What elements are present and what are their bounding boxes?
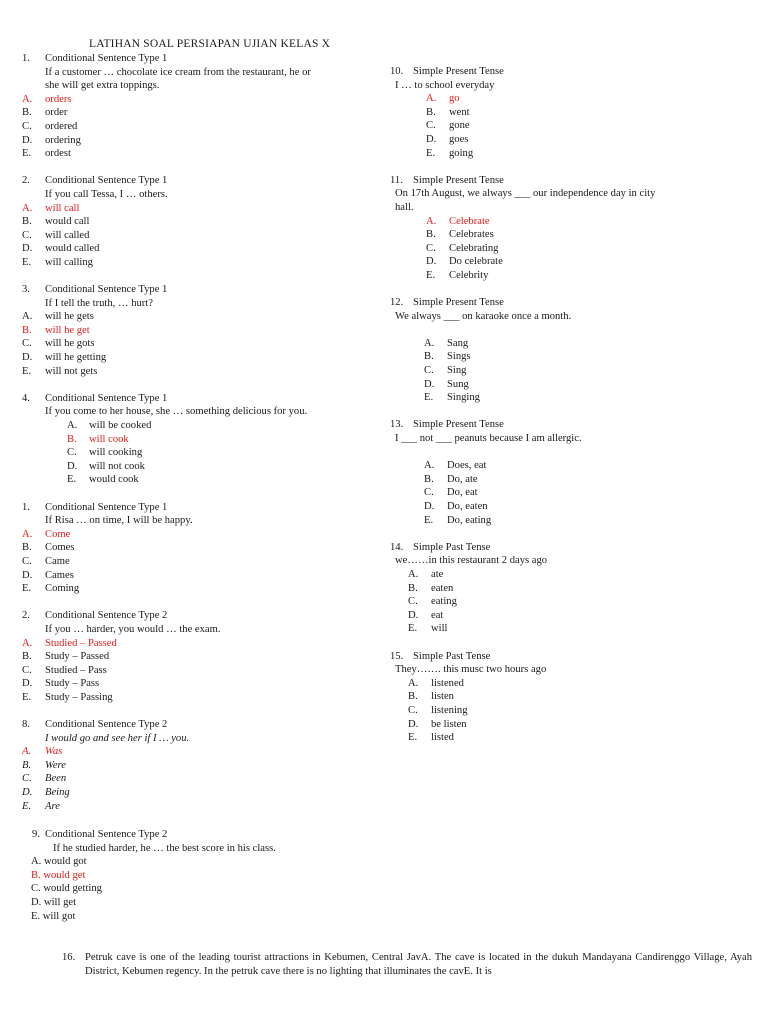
- answer-option: [22, 759, 382, 773]
- answer-option: [22, 691, 382, 705]
- question-stem: We always ___ on karaoke once a month.: [395, 310, 572, 322]
- question-number: 9.: [32, 829, 40, 840]
- option-text: Sing: [447, 365, 467, 377]
- answer-option: [390, 228, 750, 242]
- option-letter: C.: [424, 487, 434, 499]
- answer-option: [22, 310, 382, 324]
- option-text: will he getting: [45, 352, 107, 364]
- question-topic: Conditional Sentence Type 1: [45, 392, 168, 404]
- option-letter: A.: [426, 93, 437, 105]
- question-block: [22, 174, 382, 269]
- option-text: Study – Passed: [45, 651, 110, 663]
- option-letter: B.: [67, 433, 77, 445]
- answer-option: [390, 133, 750, 147]
- question-stem: she will get extra toppings.: [45, 80, 160, 92]
- option-letter: C.: [408, 704, 418, 716]
- answer-option: [390, 704, 750, 718]
- question-block: [390, 174, 750, 283]
- answer-option: [390, 242, 750, 256]
- question-number: 2.: [22, 610, 30, 622]
- option-letter: B.: [426, 229, 436, 241]
- option-text: Celebrates: [449, 229, 494, 241]
- question-stem: we……in this restaurant 2 days ago: [395, 555, 548, 567]
- question-topic: Conditional Sentence Type 1: [45, 53, 168, 64]
- option-text: eating: [431, 596, 457, 608]
- option-letter: C.: [22, 773, 32, 785]
- option-text: went: [449, 106, 470, 118]
- option-text: Coming: [45, 583, 80, 595]
- option-letter: A.: [424, 460, 435, 472]
- option-text: ate: [431, 568, 444, 580]
- question-number: 10.: [390, 66, 404, 77]
- option-letter: B.: [22, 542, 32, 554]
- answer-option: [390, 514, 750, 528]
- answer-option: A. would got: [31, 856, 87, 868]
- question-block: [390, 541, 750, 636]
- option-letter: B.: [424, 351, 434, 363]
- option-letter: A.: [22, 311, 33, 323]
- option-text: would called: [45, 243, 100, 255]
- answer-option: [22, 677, 382, 691]
- question-header: [390, 541, 750, 555]
- option-letter: D.: [22, 352, 33, 364]
- question-topic: Conditional Sentence Type 2: [45, 829, 168, 840]
- option-letter: D.: [426, 133, 437, 145]
- option-text: go: [449, 93, 460, 105]
- left-column: [22, 52, 382, 827]
- option-letter: E.: [22, 583, 32, 595]
- question-header: [390, 418, 750, 432]
- option-text: will not gets: [45, 365, 98, 377]
- option-letter: C.: [22, 229, 32, 241]
- option-text: will not cook: [89, 460, 145, 472]
- answer-option: [22, 324, 382, 338]
- question-stem: If Risa … on time, I will be happy.: [45, 515, 193, 527]
- answer-option: [22, 569, 382, 583]
- question-block: [390, 65, 750, 160]
- option-letter: E.: [67, 474, 77, 486]
- option-text: Came: [45, 555, 70, 567]
- answer-option: [390, 92, 750, 106]
- answer-option: [22, 786, 382, 800]
- option-letter: D.: [424, 378, 435, 390]
- question-number: 8.: [22, 719, 30, 731]
- question-header: [22, 52, 382, 66]
- question-block: [390, 650, 750, 745]
- option-letter: A.: [22, 746, 32, 758]
- option-letter: B.: [424, 473, 434, 485]
- question-header: [390, 174, 750, 188]
- blank-gap: [390, 323, 750, 337]
- answer-option: [22, 582, 382, 596]
- option-text: will called: [45, 229, 90, 241]
- answer-option: [22, 256, 382, 270]
- answer-option: [390, 106, 750, 120]
- question-block: [22, 283, 382, 378]
- option-letter: E.: [22, 800, 32, 812]
- answer-option: [390, 255, 750, 269]
- option-letter: E.: [424, 514, 434, 526]
- answer-option: [390, 568, 750, 582]
- option-letter: C.: [22, 664, 32, 676]
- option-text: Celebrity: [449, 269, 489, 281]
- question-topic: Conditional Sentence Type 2: [45, 610, 168, 622]
- answer-option: [22, 745, 382, 759]
- answer-option: [22, 555, 382, 569]
- question-stem: I ___ not ___ peanuts because I am allergic.: [395, 433, 582, 445]
- question-topic: Simple Present Tense: [413, 174, 504, 186]
- option-text: would cook: [89, 474, 139, 486]
- option-text: Studied – Passed: [45, 637, 117, 649]
- option-letter: D.: [424, 501, 435, 512]
- option-text: listened: [431, 677, 464, 689]
- option-text: Are: [45, 800, 60, 812]
- question-stem: On 17th August, we always ___ our independence day in city: [395, 188, 656, 200]
- option-letter: D.: [67, 460, 78, 472]
- option-text: Sung: [447, 378, 469, 390]
- option-letter: B.: [22, 759, 32, 771]
- answer-option: [22, 147, 382, 161]
- option-letter: A.: [22, 93, 33, 105]
- option-text: will he gets: [45, 311, 94, 323]
- option-letter: C.: [22, 555, 32, 567]
- question-header: [390, 296, 750, 310]
- answer-option: [390, 473, 750, 487]
- answer-option: [22, 650, 382, 664]
- answer-option: [22, 202, 382, 216]
- question-9: [32, 828, 276, 923]
- answer-option: [22, 460, 382, 474]
- answer-option: [22, 541, 382, 555]
- question-number: 14.: [390, 541, 404, 553]
- option-text: Study – Passing: [45, 691, 113, 703]
- option-letter: C.: [22, 338, 32, 350]
- option-text: Do celebrate: [449, 256, 503, 268]
- option-text: ordering: [45, 134, 81, 146]
- question-topic: Simple Present Tense: [413, 297, 504, 309]
- option-text: gone: [449, 120, 470, 132]
- option-text: will call: [45, 202, 80, 214]
- question-topic: Simple Present Tense: [413, 419, 504, 431]
- option-text: Was: [45, 746, 63, 758]
- option-text: will calling: [45, 256, 93, 268]
- question-number: 1.: [22, 501, 30, 513]
- option-text: eaten: [431, 582, 454, 594]
- option-text: will cooking: [89, 447, 143, 459]
- answer-option: [22, 446, 382, 460]
- option-letter: C.: [408, 596, 418, 608]
- option-letter: B.: [408, 691, 418, 703]
- option-text: Study – Pass: [45, 678, 100, 690]
- question-block: [22, 52, 382, 161]
- answer-option: [22, 365, 382, 379]
- option-letter: D.: [22, 787, 33, 799]
- question-number: 1.: [22, 53, 30, 64]
- option-text: going: [449, 147, 474, 159]
- answer-option: [22, 772, 382, 786]
- question-block: [390, 418, 750, 527]
- option-text: will: [431, 623, 448, 635]
- question-topic: Conditional Sentence Type 1: [45, 501, 168, 513]
- question-number: 3.: [22, 284, 30, 296]
- option-letter: E.: [426, 147, 436, 159]
- option-text: will he gots: [45, 338, 95, 350]
- question-topic: Conditional Sentence Type 1: [45, 284, 168, 296]
- question-block: [390, 296, 750, 405]
- option-text: ordest: [45, 148, 71, 160]
- answer-option: [22, 120, 382, 134]
- answer-option: [22, 351, 382, 365]
- question-block: [22, 718, 382, 813]
- answer-option: [390, 364, 750, 378]
- answer-option: [22, 800, 382, 814]
- option-letter: D.: [22, 243, 33, 255]
- option-text: orders: [45, 93, 72, 105]
- answer-option: [22, 229, 382, 243]
- option-letter: D.: [408, 718, 419, 730]
- answer-option: [390, 582, 750, 596]
- answer-option: [390, 500, 750, 514]
- option-letter: A.: [408, 677, 419, 689]
- question-block: [22, 501, 382, 596]
- option-text: Do, eaten: [447, 501, 488, 512]
- question-stem: I would go and see her if I … you.: [45, 732, 190, 744]
- option-text: Been: [45, 773, 67, 785]
- option-letter: E.: [22, 365, 32, 377]
- answer-option: [390, 595, 750, 609]
- option-text: listen: [431, 691, 454, 703]
- blank-gap: [390, 446, 750, 460]
- option-text: Come: [45, 528, 71, 540]
- option-text: Cames: [45, 569, 74, 581]
- question-stem: If I tell the truth, … hurt?: [45, 297, 153, 309]
- option-text: Do, ate: [447, 473, 478, 485]
- option-letter: B.: [22, 651, 32, 663]
- option-letter: C.: [426, 120, 436, 132]
- answer-option: [22, 93, 382, 107]
- option-letter: A.: [22, 202, 33, 214]
- question-stem: If you … harder, you would … the exam.: [45, 623, 221, 635]
- answer-option: [22, 637, 382, 651]
- answer-option: [22, 664, 382, 678]
- option-text: be listen: [431, 718, 467, 730]
- question-number: 13.: [390, 419, 404, 431]
- question-stem: If a customer … chocolate ice cream from the restaurant, he or: [45, 66, 311, 78]
- answer-option: D. will get: [31, 896, 77, 908]
- option-text: Celebrate: [449, 215, 490, 227]
- option-text: Were: [45, 759, 66, 771]
- option-text: will cook: [89, 433, 129, 445]
- answer-option: [390, 690, 750, 704]
- question-topic: Simple Past Tense: [413, 650, 491, 662]
- option-letter: C.: [22, 120, 32, 132]
- question-topic: Simple Present Tense: [413, 66, 504, 77]
- option-text: Sang: [447, 337, 469, 349]
- question-header: [22, 609, 382, 623]
- option-text: order: [45, 107, 68, 119]
- option-text: eat: [431, 609, 444, 621]
- answer-option: [390, 609, 750, 623]
- question-topic: Conditional Sentence Type 2: [45, 719, 168, 731]
- option-text: ordered: [45, 120, 78, 132]
- option-text: Singing: [447, 392, 480, 404]
- worksheet-title: LATIHAN SOAL PERSIAPAN UJIAN KELAS X: [89, 38, 331, 50]
- answer-option: [390, 378, 750, 392]
- option-letter: A.: [22, 528, 33, 540]
- question-header: [390, 650, 750, 664]
- option-text: Celebrating: [449, 242, 499, 254]
- option-letter: B.: [408, 582, 418, 594]
- option-letter: D.: [22, 134, 33, 146]
- answer-option: E. will got: [31, 910, 76, 922]
- answer-option: [390, 119, 750, 133]
- right-column: [390, 65, 750, 758]
- reading-passage: [62, 951, 752, 979]
- question-stem: I … to school everyday: [395, 79, 495, 91]
- option-letter: D.: [426, 256, 437, 268]
- answer-option: [390, 622, 750, 636]
- option-letter: A.: [22, 637, 33, 649]
- question-stem: If he studied harder, he … the best score in his class.: [53, 842, 276, 854]
- option-letter: A.: [67, 420, 78, 432]
- answer-option: [390, 215, 750, 229]
- option-letter: B.: [22, 107, 32, 119]
- answer-option: [22, 528, 382, 542]
- answer-option: [22, 215, 382, 229]
- question-header: [22, 174, 382, 188]
- option-text: Does, eat: [447, 460, 487, 472]
- option-letter: E.: [22, 256, 32, 268]
- passage-number: 16.: [62, 952, 76, 963]
- answer-option: C. would getting: [31, 883, 102, 895]
- question-number: 2.: [22, 175, 30, 187]
- option-letter: D.: [22, 569, 33, 581]
- question-header: [22, 718, 382, 732]
- question-topic: Simple Past Tense: [413, 541, 491, 553]
- question-number: 11.: [390, 174, 403, 186]
- option-letter: C.: [426, 242, 436, 254]
- option-letter: B.: [22, 324, 32, 336]
- option-text: listening: [431, 704, 468, 716]
- option-text: Do, eating: [447, 514, 492, 526]
- option-letter: E.: [408, 732, 418, 744]
- option-text: Studied – Pass: [45, 664, 107, 676]
- option-text: listed: [431, 732, 454, 744]
- question-header: [390, 65, 750, 79]
- question-stem: If you come to her house, she … something delicious for you.: [45, 406, 308, 418]
- answer-option: [22, 134, 382, 148]
- question-header: [22, 283, 382, 297]
- question-header: [22, 501, 382, 515]
- option-text: will he get: [45, 324, 90, 336]
- option-letter: E.: [22, 691, 32, 703]
- option-letter: B.: [426, 106, 436, 118]
- option-letter: A.: [424, 337, 435, 349]
- answer-option: [22, 473, 382, 487]
- option-letter: E.: [426, 269, 436, 281]
- question-stem: hall.: [395, 201, 414, 213]
- answer-option: [22, 106, 382, 120]
- question-topic: Conditional Sentence Type 1: [45, 175, 168, 187]
- option-letter: A.: [408, 568, 419, 580]
- option-text: Do, eat: [447, 487, 478, 499]
- option-letter: E.: [408, 623, 418, 635]
- option-letter: D.: [408, 609, 419, 621]
- answer-option: [390, 459, 750, 473]
- answer-option: [22, 337, 382, 351]
- answer-option: [22, 419, 382, 433]
- passage-text: Petruk cave is one of the leading tourist attractions in Kebumen, Central JavA. The cave is located in the dukuh Mandayana Candirenggo Village, Ayah District, Kebumen regency. In the petruk cave there is no lighting that illuminates the cavE. It is: [85, 952, 752, 977]
- question-number: 12.: [390, 297, 404, 309]
- question-block: [22, 609, 382, 704]
- answer-option: [390, 147, 750, 161]
- answer-option: [390, 391, 750, 405]
- question-stem: If you call Tessa, I … others.: [45, 188, 168, 200]
- option-letter: D.: [22, 678, 33, 690]
- option-letter: B.: [22, 216, 32, 228]
- answer-option: [390, 486, 750, 500]
- option-letter: E.: [22, 148, 32, 160]
- answer-option: [22, 433, 382, 447]
- question-number: 15.: [390, 650, 404, 662]
- answer-option: [22, 242, 382, 256]
- question-block: [22, 392, 382, 487]
- option-letter: C.: [67, 447, 77, 459]
- question-header: [22, 392, 382, 406]
- answer-option: [390, 269, 750, 283]
- option-letter: A.: [426, 215, 437, 227]
- option-text: would call: [45, 216, 90, 228]
- answer-option: [390, 731, 750, 745]
- answer-option: [390, 337, 750, 351]
- option-text: Being: [45, 787, 70, 799]
- option-letter: C.: [424, 365, 434, 377]
- option-text: Comes: [45, 542, 75, 554]
- answer-option: [390, 718, 750, 732]
- option-text: will be cooked: [89, 420, 152, 432]
- question-stem: They……. this musc two hours ago: [395, 664, 547, 676]
- option-letter: E.: [424, 392, 434, 404]
- option-text: goes: [449, 133, 469, 145]
- answer-option: B. would get: [31, 869, 86, 881]
- question-number: 4.: [22, 392, 30, 404]
- answer-option: [390, 350, 750, 364]
- option-text: Sings: [447, 351, 471, 363]
- answer-option: [390, 677, 750, 691]
